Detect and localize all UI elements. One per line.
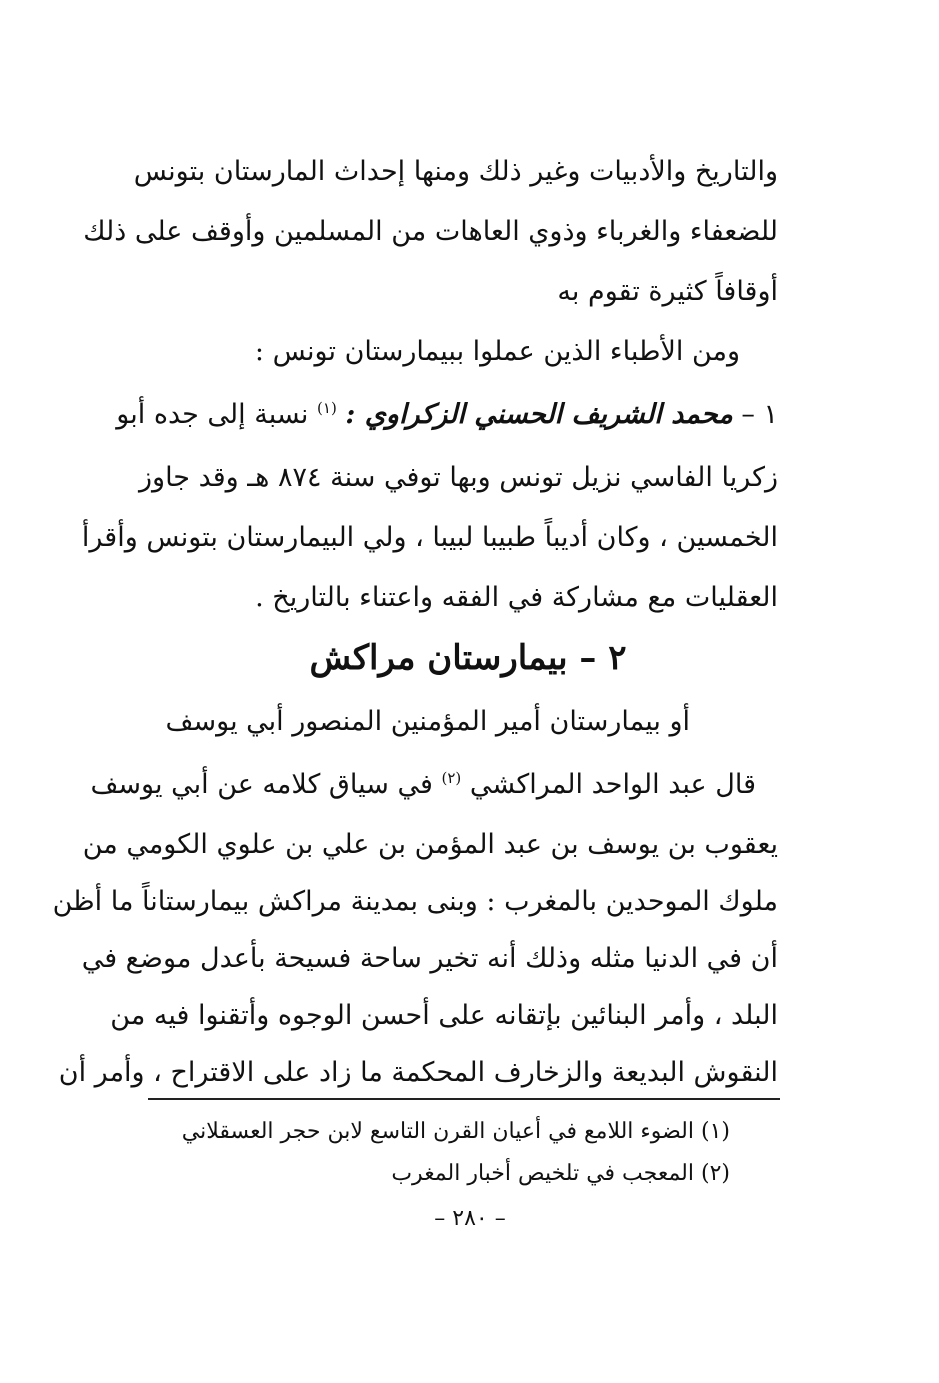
section-heading: ٢ – بيمارستان مراكش [309, 638, 627, 678]
quote-line-2: ملوك الموحدين بالمغرب : وبنى بمدينة مراكش بيمارستاناً ما أظن [52, 886, 778, 917]
quote-author: قال عبد الواحد المراكشي [469, 769, 756, 800]
entry-1-name: محمد الشريف الحسني الزكراوي : [345, 399, 733, 430]
entry-1-line-2: زكريا الفاسي نزيل تونس وبها توفي سنة ٨٧٤ هـ وقد جاوز [139, 462, 778, 493]
entry-1-rest: نسبة إلى جده أبو [116, 399, 309, 430]
page-number: – ٢٨٠ – [434, 1206, 506, 1231]
entry-1-line-4: العقليات مع مشاركة في الفقه واعتناء بالتاريخ . [255, 582, 778, 613]
quote-intro-rest: في سياق كلامه عن أبي يوسف [90, 769, 433, 800]
quote-line-1: يعقوب بن يوسف بن عبد المؤمن بن علي بن علوي الكومي من [82, 829, 778, 860]
entry-1-number: ١ – [741, 399, 778, 430]
body-line-3: أوقافاً كثيرة تقوم به [557, 276, 778, 307]
entry-1-line-3: الخمسين ، وكان أديباً طبيبا لبيبا ، ولي البيمارستان بتونس وأقرأ [81, 522, 778, 553]
body-line-2: للضعفاء والغرباء وذوي العاهات من المسلمين وأوقف على ذلك [83, 216, 778, 247]
quote-intro-line [90, 765, 778, 805]
section-subtitle-text: أو بيمارستان أمير المؤمنين المنصور أبي يوسف [165, 706, 690, 737]
footnote-2: (٢) المعجب في تلخيص أخبار المغرب [391, 1161, 730, 1186]
quote-line-3: أن في الدنيا مثله وذلك أنه تخير ساحة فسيحة بأعدل موضع في [81, 943, 778, 974]
footnote-divider [148, 1098, 780, 1100]
quote-line-5: النقوش البديعة والزخارف المحكمة ما زاد على الاقتراح ، وأمر أن [58, 1057, 778, 1088]
body-line-4 [158, 332, 778, 372]
footnote-ref-1: (١) [317, 399, 337, 417]
entry-1-first-line [116, 395, 778, 435]
quote-line-4: البلد ، وأمر البنائين بإتقانه على أحسن الوجوه وأتقنوا فيه من [110, 1000, 778, 1031]
section-subtitle [158, 702, 778, 742]
physicians-intro: ومن الأطباء الذين عملوا ببيمارستان تونس : [254, 336, 740, 367]
footnote-ref-2: (٢) [441, 769, 462, 787]
footnote-1: (١) الضوء اللامع في أعيان القرن التاسع لابن حجر العسقلاني [181, 1119, 730, 1144]
body-line-1: والتاريخ والأدبيات وغير ذلك ومنها إحداث المارستان بتونس [133, 156, 778, 187]
